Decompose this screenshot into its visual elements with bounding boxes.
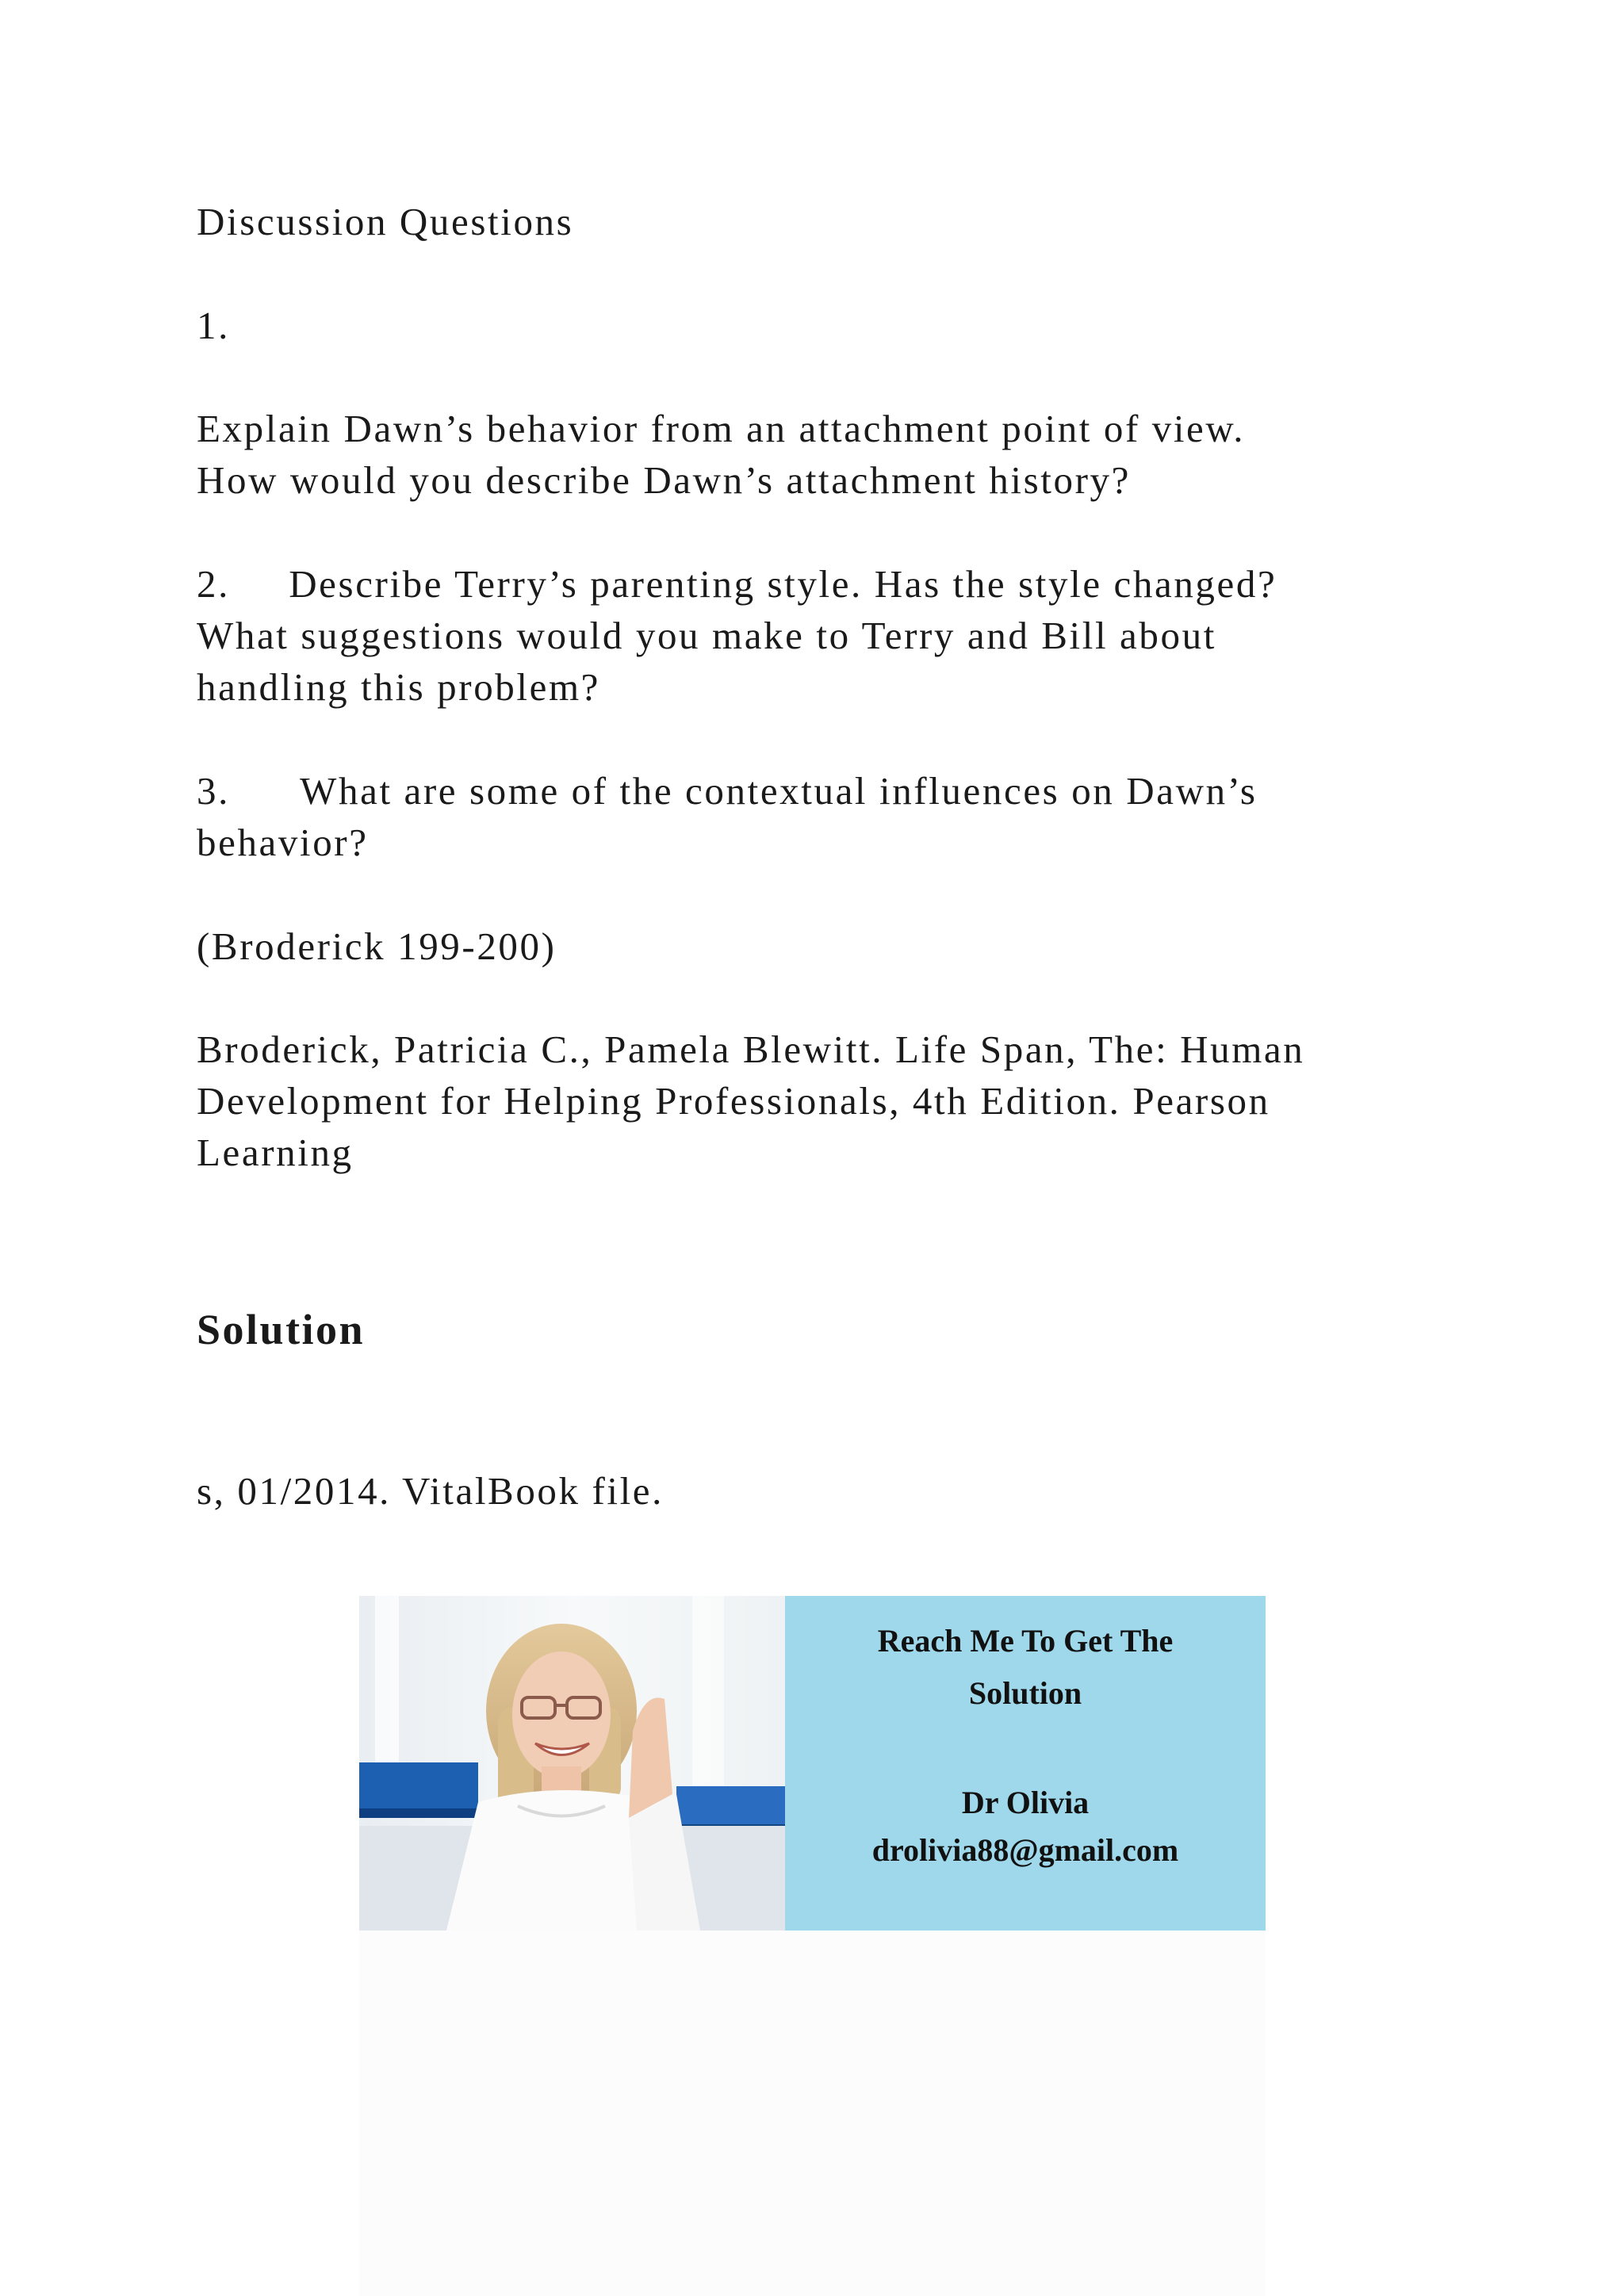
blank-image-area (359, 1931, 1266, 2296)
contact-info-panel (785, 1596, 1266, 1931)
woman-photo (359, 1596, 785, 1931)
question-3-line-2: behavior? (197, 821, 369, 864)
discussion-title: Discussion Questions (197, 200, 574, 243)
question-2-line-3: handling this problem? (197, 665, 601, 709)
contact-ad-banner (359, 1596, 1266, 1931)
question-1-line-1: Explain Dawn’s behavior from an attachment point of view. (197, 407, 1246, 450)
reference-line-2: Development for Helping Professionals, 4th Edition. Pearson (197, 1079, 1270, 1123)
question-3-line-1: 3. What are some of the contextual influences on Dawn’s (197, 769, 1258, 813)
question-1-line-2: How would you describe Dawn’s attachment history? (197, 458, 1131, 502)
citation-short: (Broderick 199-200) (197, 924, 557, 968)
ad-line-2: Solution (968, 1675, 1082, 1711)
ad-name: Dr Olivia (961, 1785, 1090, 1820)
reference-line-1: Broderick, Patricia C., Pamela Blewitt. Life Span, The: Human (197, 1027, 1305, 1071)
solution-heading: Solution (197, 1306, 366, 1353)
reference-line-3: Learning (197, 1131, 354, 1174)
question-1-number: 1. (197, 304, 230, 347)
ad-email: drolivia88@gmail.com (871, 1832, 1179, 1868)
ad-line-1: Reach Me To Get The (877, 1623, 1174, 1659)
question-2-line-2: What suggestions would you make to Terry and Bill about (197, 614, 1216, 657)
question-2-line-1: 2. Describe Terry’s parenting style. Has the style changed? (197, 562, 1277, 606)
solution-text: s, 01/2014. VitalBook file. (197, 1469, 665, 1513)
